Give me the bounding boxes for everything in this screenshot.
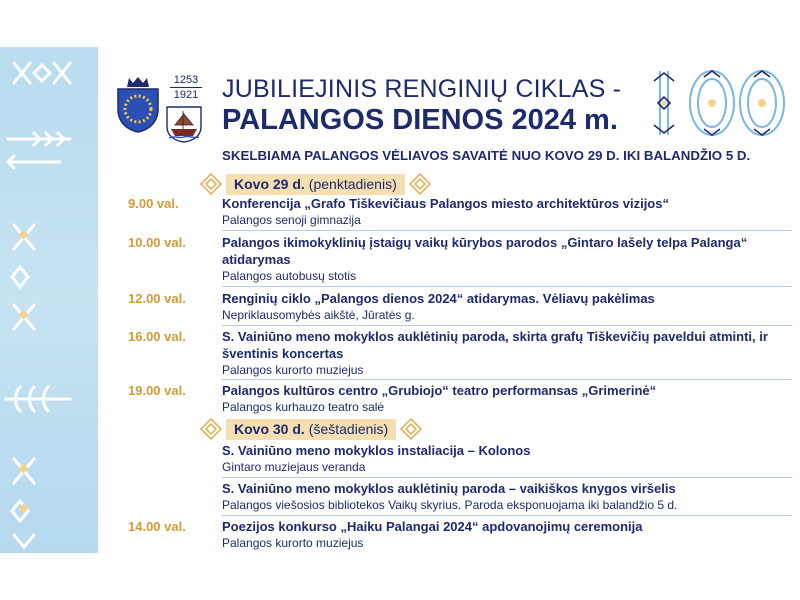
divider (222, 286, 792, 287)
event-place: Nepriklausomybės aikštė, Jūratės g. (222, 308, 415, 322)
day-header-1 (200, 172, 431, 196)
event-item (222, 382, 792, 415)
event-title: Konferencija „Grafo Tiškevičiaus Palangos miesto architektūros vizijos“ (222, 196, 669, 211)
event-place: Palangos viešosios bibliotekos Vaikų skyrius. Paroda eksponuojama iki balandžio 5 d. (222, 498, 678, 512)
event-title: S. Vainiūno meno mokyklos auklėtinių paroda, skirta grafų Tiškevičių paveldui atminti, ir šventinis koncertas (222, 329, 768, 361)
coat-of-arms-icon (115, 75, 161, 133)
year-bottom: 1921 (173, 89, 199, 101)
divider (222, 230, 792, 231)
title-line-2: PALANGOS DIENOS 2024 m. (222, 104, 618, 136)
event-item (222, 442, 792, 475)
event-place: Gintaro muziejaus veranda (222, 460, 366, 474)
folk-ornament-icon (200, 418, 222, 440)
event-title: S. Vainiūno meno mokyklos auklėtinių paroda – vaikiškos knygos viršelis (222, 481, 676, 496)
subtitle: SKELBIAMA PALANGOS VĖLIAVOS SAVAITĖ NUO KOVO 29 D. IKI BALANDŽIO 5 D. (222, 148, 751, 163)
day-header-2 (200, 417, 422, 441)
day-label (226, 419, 396, 440)
event-item (222, 195, 792, 228)
event-place: Palangos kurorto muziejus (222, 363, 364, 377)
day-date: Kovo 30 d. (234, 421, 305, 437)
day-label (226, 174, 405, 195)
event-place: Palangos kurhauzo teatro salė (222, 400, 385, 414)
title-line-1: JUBILIEJINIS RENGINIŲ CIKLAS - (222, 75, 622, 103)
event-item (222, 518, 792, 551)
event-title: Poezijos konkurso „Haiku Palangai 2024“ apdovanojimų ceremonija (222, 519, 643, 534)
event-title: Palangos kultūros centro „Grubiojo“ teatro performansas „Grimerinė“ (222, 383, 657, 398)
founding-years (170, 73, 202, 102)
divider (222, 325, 792, 326)
event-item (222, 234, 792, 284)
event-item (222, 328, 792, 378)
day-weekday: (penktadienis) (308, 176, 397, 192)
folk-ornament-icon (409, 173, 431, 195)
event-place: Palangos kurorto muziejus (222, 536, 364, 550)
day-date: Kovo 29 d. (234, 176, 305, 192)
day-weekday: (šeštadienis) (308, 421, 389, 437)
divider (222, 515, 792, 516)
event-time: 12.00 val. (128, 291, 186, 306)
event-time: 10.00 val. (128, 235, 186, 250)
event-place: Palangos autobusų stotis (222, 269, 357, 283)
sailing-ship-icon (165, 105, 203, 143)
event-time: 19.00 val. (128, 383, 186, 398)
event-place: Palangos senoji gimnazija (222, 213, 361, 227)
poster (0, 47, 800, 553)
event-time: 14.00 val. (128, 519, 186, 534)
event-time: 9.00 val. (128, 196, 179, 211)
folk-ornament-icon (200, 173, 222, 195)
event-item (222, 290, 792, 323)
year-top: 1253 (170, 73, 202, 88)
folk-pattern-band (0, 47, 98, 553)
divider (222, 379, 792, 380)
event-item (222, 480, 792, 513)
jubilee-100-emblem (650, 67, 790, 139)
event-time: 16.00 val. (128, 329, 186, 344)
event-title: Palangos ikimokyklinių įstaigų vaikų kūrybos parodos „Gintaro lašely telpa Palanga“ atidarymas (222, 235, 748, 267)
event-title: Renginių ciklo „Palangos dienos 2024“ atidarymas. Vėliavų pakėlimas (222, 291, 655, 306)
divider (222, 477, 792, 478)
folk-ornament-icon (400, 418, 422, 440)
event-title: S. Vainiūno meno mokyklos instaliacija – Kolonos (222, 443, 531, 458)
